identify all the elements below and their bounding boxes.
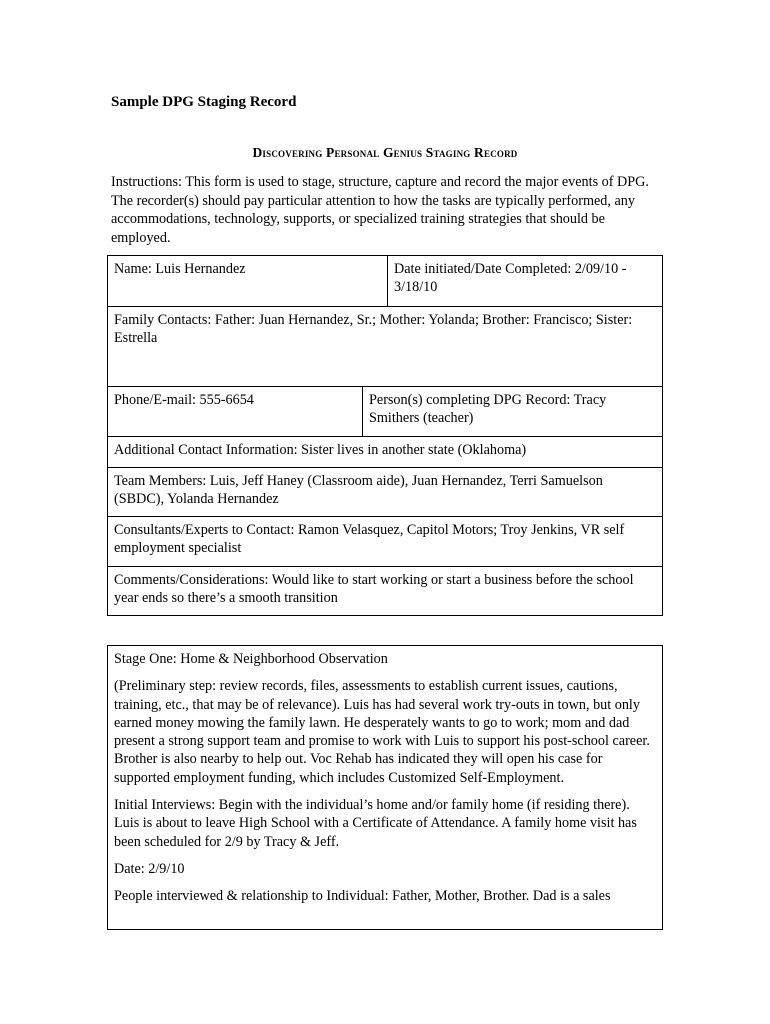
form-title: Discovering Personal Genius Staging Record [252, 145, 518, 160]
team-members-cell: Team Members: Luis, Jeff Haney (Classroom aide), Juan Hernandez, Terri Samuelson (SBDC), Yolanda Hernandez [114, 473, 603, 507]
row-team-members [108, 468, 662, 517]
consultants-cell: Consultants/Experts to Contact: Ramon Velasquez, Capitol Motors; Troy Jenkins, VR self employment specialist [114, 522, 625, 556]
row-phone-persons [108, 387, 662, 437]
stage-one-heading: Stage One: Home & Neighborhood Observation [114, 651, 388, 667]
stage-one-people-interviewed: People interviewed & relationship to Individual: Father, Mother, Brother. Dad is a sales [114, 888, 611, 905]
row-comments [108, 567, 662, 615]
record-table [107, 255, 663, 616]
family-contacts-cell: Family Contacts: Father: Juan Hernandez, Sr.; Mother: Yolanda; Brother: Francisco; Sister: Estrella [114, 312, 633, 346]
phone-cell: Phone/E-mail: 555-6654 [114, 392, 254, 408]
row-consultants [108, 517, 662, 567]
stage-one-date: Date: 2/9/10 [114, 860, 185, 877]
additional-contact-cell: Additional Contact Information: Sister lives in another state (Oklahoma) [114, 442, 527, 458]
stage-one-preliminary: (Preliminary step: review records, files, assessments to establish current issues, cautions, training, etc., that may be of relevance). Luis has had several work try-outs in town, but only earned money mowing the family lawn. He desperately wants to go to work; mom and dad present a strong support team and promise to work with Luis to support his post-school career. Brother is also nearby to help out. Voc Rehab has indicated they will open his case for supported employment funding, which includes Customized Self-Employment. [114, 678, 650, 786]
comments-cell: Comments/Considerations: Would like to start working or start a business before the school year ends so there’s a smooth transition [114, 572, 634, 606]
stage-one-initial-interviews: Initial Interviews: Begin with the individual’s home and/or family home (if residing there). Luis is about to leave High School with a Certificate of Attendance. A family home visit has been scheduled for 2/9 by Tracy & Jeff. [114, 797, 637, 850]
row-additional-contact [108, 437, 662, 468]
page-title: Sample DPG Staging Record [111, 94, 297, 110]
dates-cell: Date initiated/Date Completed: 2/09/10 - 3/18/10 [387, 256, 662, 306]
row-family-contacts [108, 307, 662, 387]
name-cell: Name: Luis Hernandez [114, 261, 246, 277]
persons-completing-cell: Person(s) completing DPG Record: Tracy Smithers (teacher) [362, 387, 662, 436]
stage-one-box [107, 645, 663, 930]
instructions-text: Instructions: This form is used to stage, structure, capture and record the major events of DPG. The recorder(s) should pay particular attention to how the tasks are typically performed, any accommodations, technology, supports, or specialized training strategies that should be employed. [111, 174, 649, 246]
row-name-date [108, 256, 662, 307]
